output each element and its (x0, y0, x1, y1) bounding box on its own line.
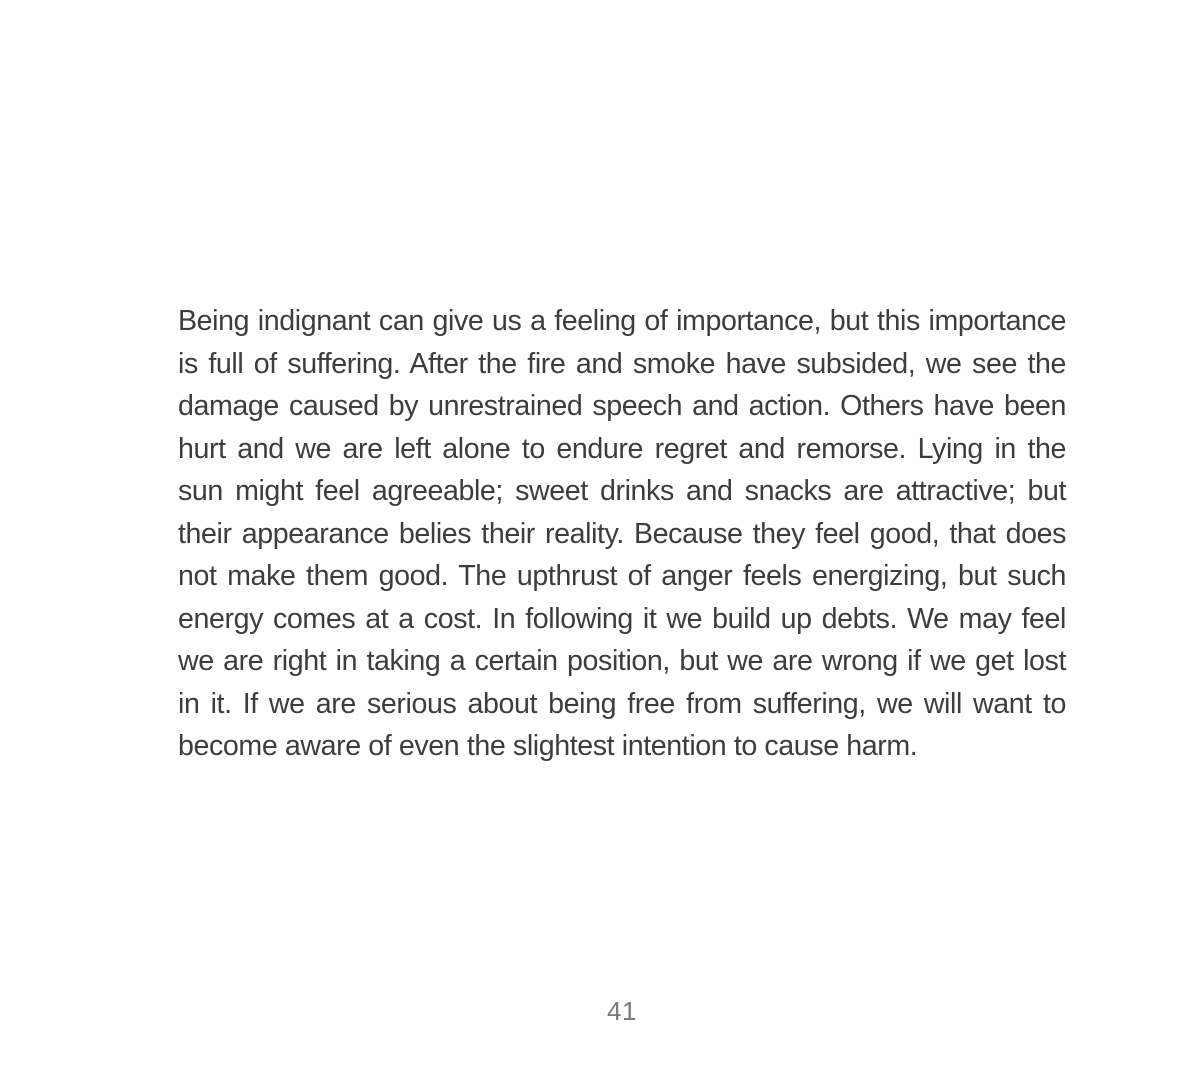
page-number: 41 (607, 996, 637, 1026)
body-paragraph: Being indignant can give us a feeling of importance, but this importance is full of suffering. After the fire and smoke have subsided, we see the damage caused by unrestrained speech and action. Others have been hurt and we are left alone to endure regret and remorse. Lying in the sun might feel agreeable; sweet drinks and snacks are attractive; but their appearance belies their reality. Because they feel good, that does not make them good. The upthrust of anger feels energizing, but such energy comes at a cost. In following it we build up debts. We may feel we are right in taking a certain position, but we are wrong if we get lost in it. If we are serious about being free from suffering, we will want to become aware of even the slightest intention to cause harm. (178, 305, 1066, 762)
